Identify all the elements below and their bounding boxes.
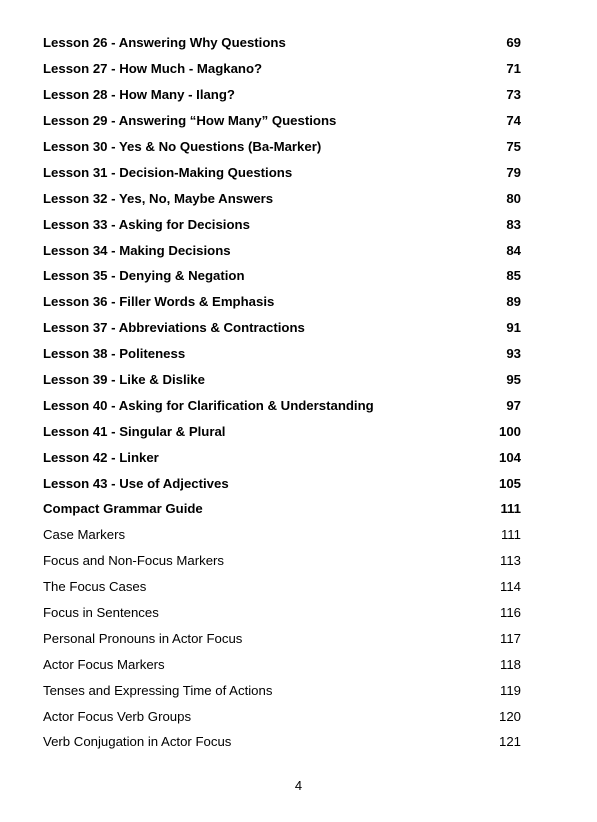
toc-entry[interactable]: [43, 341, 521, 367]
toc-entry[interactable]: [43, 237, 521, 263]
toc-entry-title: Focus in Sentences: [43, 605, 159, 621]
toc-entry[interactable]: [43, 625, 521, 651]
toc-entry-page: 114: [499, 579, 521, 595]
toc-entry-title: Lesson 36 - Filler Words & Emphasis: [43, 294, 275, 310]
toc-entry-title: Personal Pronouns in Actor Focus: [43, 630, 243, 646]
toc-entry[interactable]: [43, 82, 521, 108]
toc-entry-title: Lesson 43 - Use of Adjectives: [43, 475, 229, 491]
toc-entry-page: 80: [506, 190, 521, 206]
toc-entry-page: 95: [506, 372, 521, 388]
toc-entry-title: Lesson 33 - Asking for Decisions: [43, 216, 250, 232]
toc-entry-title: Lesson 42 - Linker: [43, 449, 159, 465]
toc-entry[interactable]: [43, 289, 521, 315]
toc-entry-page: 83: [506, 216, 521, 232]
toc-entry-page: 113: [499, 553, 521, 569]
toc-entry[interactable]: [43, 185, 521, 211]
toc-entry-title: Lesson 39 - Like & Dislike: [43, 372, 205, 388]
toc-entry[interactable]: [43, 470, 521, 496]
toc-entry-page: 85: [506, 268, 521, 284]
toc-entry-page: 75: [506, 139, 521, 154]
toc-entry-title: Lesson 35 - Denying & Negation: [43, 268, 245, 284]
toc-entry[interactable]: [43, 574, 521, 600]
toc-entry-page: 74: [506, 113, 521, 129]
toc-entry[interactable]: [43, 522, 521, 548]
toc-entry-page: 118: [499, 656, 521, 672]
toc-entry-title: Case Markers: [43, 527, 126, 543]
toc-entry-page: 120: [498, 708, 521, 724]
toc-entry[interactable]: [43, 30, 521, 56]
toc-entry-title: The Focus Cases: [43, 579, 147, 595]
toc-entry-page: 117: [499, 630, 521, 646]
toc-entry-page: 71: [506, 61, 521, 77]
toc-entry-title: Lesson 26 - Answering Why Questions: [43, 35, 286, 51]
toc-entry[interactable]: [43, 444, 521, 470]
toc-entry-title: Lesson 38 - Politeness: [43, 346, 186, 362]
toc-entry[interactable]: [43, 263, 521, 289]
toc-entry[interactable]: [43, 315, 521, 341]
toc-entry-title: Actor Focus Markers: [43, 656, 165, 672]
toc-entry-title: Lesson 31 - Decision-Making Questions: [43, 164, 293, 180]
table-of-contents: [43, 30, 521, 755]
toc-entry-page: 111: [500, 501, 521, 517]
toc-entry[interactable]: [43, 651, 521, 677]
toc-entry[interactable]: [43, 108, 521, 134]
toc-entry[interactable]: [43, 211, 521, 237]
toc-entry-page: 84: [506, 242, 521, 258]
toc-entry-title: Lesson 40 - Asking for Clarification & Understanding: [43, 397, 374, 413]
toc-entry[interactable]: [43, 392, 521, 418]
toc-entry-title: Lesson 37 - Abbreviations & Contractions: [43, 320, 305, 336]
toc-entry-page: 69: [506, 35, 521, 51]
toc-entry-title: Lesson 29 - Answering “How Many” Questions: [43, 113, 337, 129]
toc-entry[interactable]: [43, 56, 521, 82]
toc-entry[interactable]: [43, 548, 521, 574]
toc-entry-title: Lesson 32 - Yes, No, Maybe Answers: [43, 190, 274, 206]
toc-entry-title: Tenses and Expressing Time of Actions: [43, 682, 273, 698]
toc-entry-page: 73: [506, 87, 521, 103]
toc-entry-page: 89: [506, 294, 521, 310]
toc-entry-page: 79: [506, 164, 521, 180]
toc-entry-title: Lesson 41 - Singular & Plural: [43, 423, 226, 439]
toc-entry-title: Compact Grammar Guide: [43, 501, 203, 517]
toc-entry[interactable]: [43, 496, 521, 522]
toc-entry[interactable]: [43, 600, 521, 626]
toc-entry-page: 104: [498, 449, 521, 465]
toc-entry-title: Actor Focus Verb Groups: [43, 708, 192, 724]
toc-entry[interactable]: [43, 418, 521, 444]
toc-entry-page: 121: [498, 734, 521, 750]
toc-entry-page: 93: [506, 346, 521, 362]
page-number: 4: [294, 778, 303, 793]
toc-entry-title: Lesson 30 - Yes & No Questions (Ba-Marker): [43, 139, 322, 154]
toc-entry-title: Focus and Non-Focus Markers: [43, 553, 225, 569]
toc-entry[interactable]: [43, 703, 521, 729]
toc-entry[interactable]: [43, 159, 521, 185]
toc-entry-title: Lesson 27 - How Much - Magkano?: [43, 61, 263, 77]
toc-entry[interactable]: [43, 677, 521, 703]
toc-entry[interactable]: [43, 367, 521, 393]
toc-entry-page: 105: [498, 475, 521, 491]
toc-entry-page: 119: [499, 682, 521, 698]
toc-entry[interactable]: [43, 134, 521, 160]
toc-entry-page: 97: [506, 397, 521, 413]
toc-entry-page: 111: [500, 527, 521, 543]
toc-entry[interactable]: [43, 729, 521, 755]
toc-entry-title: Verb Conjugation in Actor Focus: [43, 734, 232, 750]
toc-entry-title: Lesson 34 - Making Decisions: [43, 242, 231, 258]
toc-entry-page: 91: [506, 320, 521, 336]
toc-entry-title: Lesson 28 - How Many - Ilang?: [43, 87, 235, 103]
toc-entry-page: 116: [499, 605, 521, 621]
toc-entry-page: 100: [498, 423, 521, 439]
